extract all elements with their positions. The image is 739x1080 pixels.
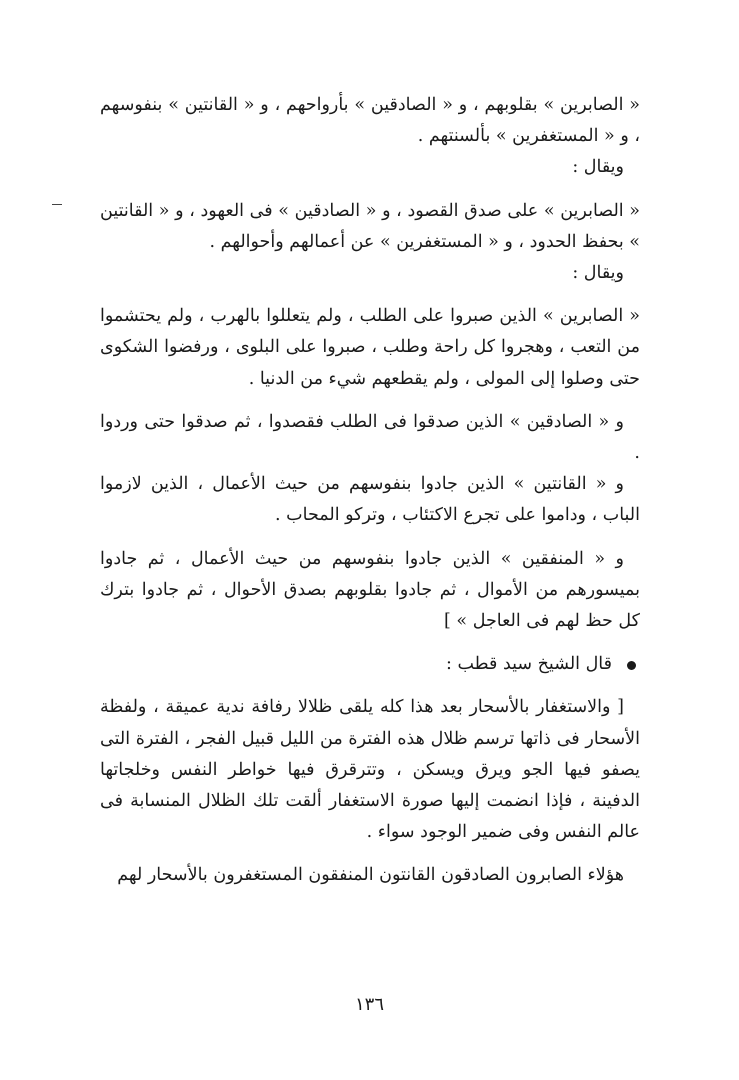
paragraph-wa-yuqal-1: ويقال : <box>572 157 624 178</box>
paragraph-sadiqin: و « الصادقين » الذين صدقوا فى الطلب فقصدوا ، ثم صدقوا حتى وردوا . <box>100 411 640 464</box>
paragraph-wa-yuqal-2: ويقال : <box>572 263 624 284</box>
paragraph-final-line: هؤلاء الصابرون الصادقون القانتون المنفقون المستغفرون بالأسحار لهم <box>117 865 624 886</box>
paragraph-istighfar-quote: [ والاستغفار بالأسحار بعد هذا كله يلقى ظلالا رفافة ندية عميقة ، ولفظة الأسحار فى ذاتها ترسم ظلال هذه الفترة من الليل قبيل الفجر ، الفترة التى يصفو فيها الجو ويرق ويسكن ، وتترقرق فيها خواطر النفس وخلجاتها الدفينة ، فإذا انضمت إليها صورة الاستغفار ألقت تلك الظلال المنسابة فى عالم النفس وفى ضمير الوجود سواء . <box>100 697 640 843</box>
paragraph-sabirin-hearts: « الصابرين » بقلوبهم ، و « الصادقين » بأرواحهم ، و « القانتين » بنفوسهم ، و « المستغفرين » بألسنتهم . <box>100 95 640 147</box>
paragraph-sabirin-intentions: « الصابرين » على صدق القصود ، و « الصادقين » فى العهود ، و « القانتين » بحفظ الحدود ، و « المستغفرين » عن أعمالهم وأحوالهم . <box>100 200 640 252</box>
paragraph-sabirin-patience: « الصابرين » الذين صبروا على الطلب ، ولم يتعللوا بالهرب ، ولم يحتشموا من التعب ، وهجروا كل راحة وطلب ، صبروا على البلوى ، ورفضوا الشكوى حتى وصلوا إلى المولى ، ولم يقطعهم شيء من الدنيا . <box>100 306 640 389</box>
paragraph-munfiqin: و « المنفقين » الذين جادوا بنفوسهم من حيث الأعمال ، ثم جادوا بميسورهم من الأموال ، ثم جادوا بقلوبهم بصدق الأحوال ، ثم جادوا بترك كل حظ لهم فى العاجل » ] <box>100 548 640 632</box>
margin-mark <box>52 204 62 205</box>
page-number: ١٣٦ <box>354 994 384 1015</box>
paragraph-sayyid-qutb-heading <box>100 649 640 680</box>
heading-text: قال الشيخ سيد قطب : <box>446 654 612 675</box>
bullet-icon <box>627 661 636 670</box>
paragraph-qanitin: و « القانتين » الذين جادوا بنفوسهم من حيث الأعمال ، الذين لازموا الباب ، وداموا على تجرع الاكتئاب ، وتركو المحاب . <box>100 474 640 526</box>
body-text <box>100 90 640 892</box>
